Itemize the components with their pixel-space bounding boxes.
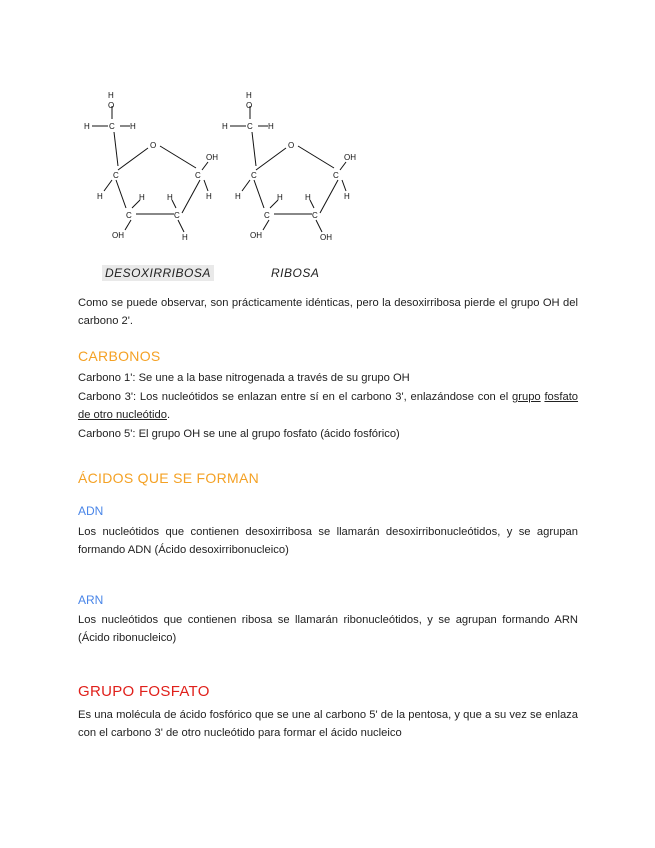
atom-label: OH bbox=[206, 153, 218, 162]
atom-label: H bbox=[305, 193, 311, 202]
atom-label: C bbox=[109, 122, 115, 131]
atom-label: H bbox=[108, 91, 114, 100]
atom-label: H bbox=[235, 192, 241, 201]
atom-label: H bbox=[222, 122, 228, 131]
carbono-5-line: Carbono 5': El grupo OH se une al grupo fosfato (ácido fosfórico) bbox=[78, 428, 400, 440]
intro-paragraph: Como se puede observar, son prácticamente idénticas, pero la desoxirribosa pierde el grupo OH del carbono 2'. bbox=[78, 297, 578, 327]
atom-label: C bbox=[264, 211, 270, 220]
adn-paragraph: Los nucleótidos que contienen desoxirribosa se llamarán desoxirribonucleótidos, y se agrupan formando ADN (Ácido desoxirribonucleico) bbox=[78, 526, 578, 556]
atom-label: H bbox=[97, 192, 103, 201]
atom-label: O bbox=[108, 101, 115, 110]
atom-label: C bbox=[333, 171, 339, 180]
adn-heading: ADN bbox=[78, 504, 104, 518]
atom-label: C bbox=[251, 171, 257, 180]
atom-label: H bbox=[246, 91, 252, 100]
arn-paragraph: Los nucleótidos que contienen ribosa se llamarán ribonucleótidos, y se agrupan formando ARN (Ácido ribonucleico) bbox=[78, 614, 578, 644]
carbono-3-text: Carbono 3': Los nucleótidos se enlazan entre sí en el carbono 3', enlazándose con el bbox=[78, 391, 509, 403]
ribose-label: RIBOSA bbox=[271, 266, 320, 280]
atom-label: O bbox=[150, 141, 157, 150]
atom-label: C bbox=[247, 122, 253, 131]
acidos-heading: ÁCIDOS QUE SE FORMAN bbox=[78, 470, 260, 486]
atom-label: H bbox=[268, 122, 274, 131]
atom-label: OH bbox=[112, 231, 124, 240]
atom-label: H bbox=[139, 193, 145, 202]
structures-svg bbox=[78, 88, 378, 258]
carbono-3-period: . bbox=[166, 409, 171, 421]
atom-label: O bbox=[246, 101, 253, 110]
atom-label: OH bbox=[320, 233, 332, 242]
atom-label: H bbox=[130, 122, 136, 131]
fosfato-paragraph: Es una molécula de ácido fosfórico que se une al carbono 5' de la pentosa, y que a su vez se enlaza con el carbono 3' de otro nucleótido para formar el ácido nucleico bbox=[78, 709, 578, 739]
atom-label: C bbox=[174, 211, 180, 220]
atom-label: C bbox=[312, 211, 318, 220]
atom-label: C bbox=[113, 171, 119, 180]
atom-label: H bbox=[206, 192, 212, 201]
grupo-fosfato-link[interactable]: grupo bbox=[512, 391, 541, 403]
sugar-structures-figure bbox=[78, 88, 378, 288]
atom-label: H bbox=[167, 193, 173, 202]
atom-label: OH bbox=[344, 153, 356, 162]
atom-label: OH bbox=[250, 231, 262, 240]
grupo-fosfato-link-cont[interactable]: fosfato de otro nucleótido bbox=[78, 391, 579, 421]
atom-label: C bbox=[126, 211, 132, 220]
carbono-1-line: Carbono 1': Se une a la base nitrogenada a través de su grupo OH bbox=[78, 372, 410, 384]
atom-label: H bbox=[182, 233, 188, 242]
carbono-3-paragraph bbox=[78, 388, 578, 424]
atom-label: H bbox=[84, 122, 90, 131]
atom-label: H bbox=[344, 192, 350, 201]
arn-heading: ARN bbox=[78, 593, 104, 607]
atom-label: C bbox=[195, 171, 201, 180]
atom-label: O bbox=[288, 141, 295, 150]
carbonos-heading: CARBONOS bbox=[78, 348, 161, 364]
deoxyribose-label: DESOXIRRIBOSA bbox=[102, 265, 214, 281]
atom-label: H bbox=[277, 193, 283, 202]
fosfato-heading: GRUPO FOSFATO bbox=[78, 683, 210, 700]
